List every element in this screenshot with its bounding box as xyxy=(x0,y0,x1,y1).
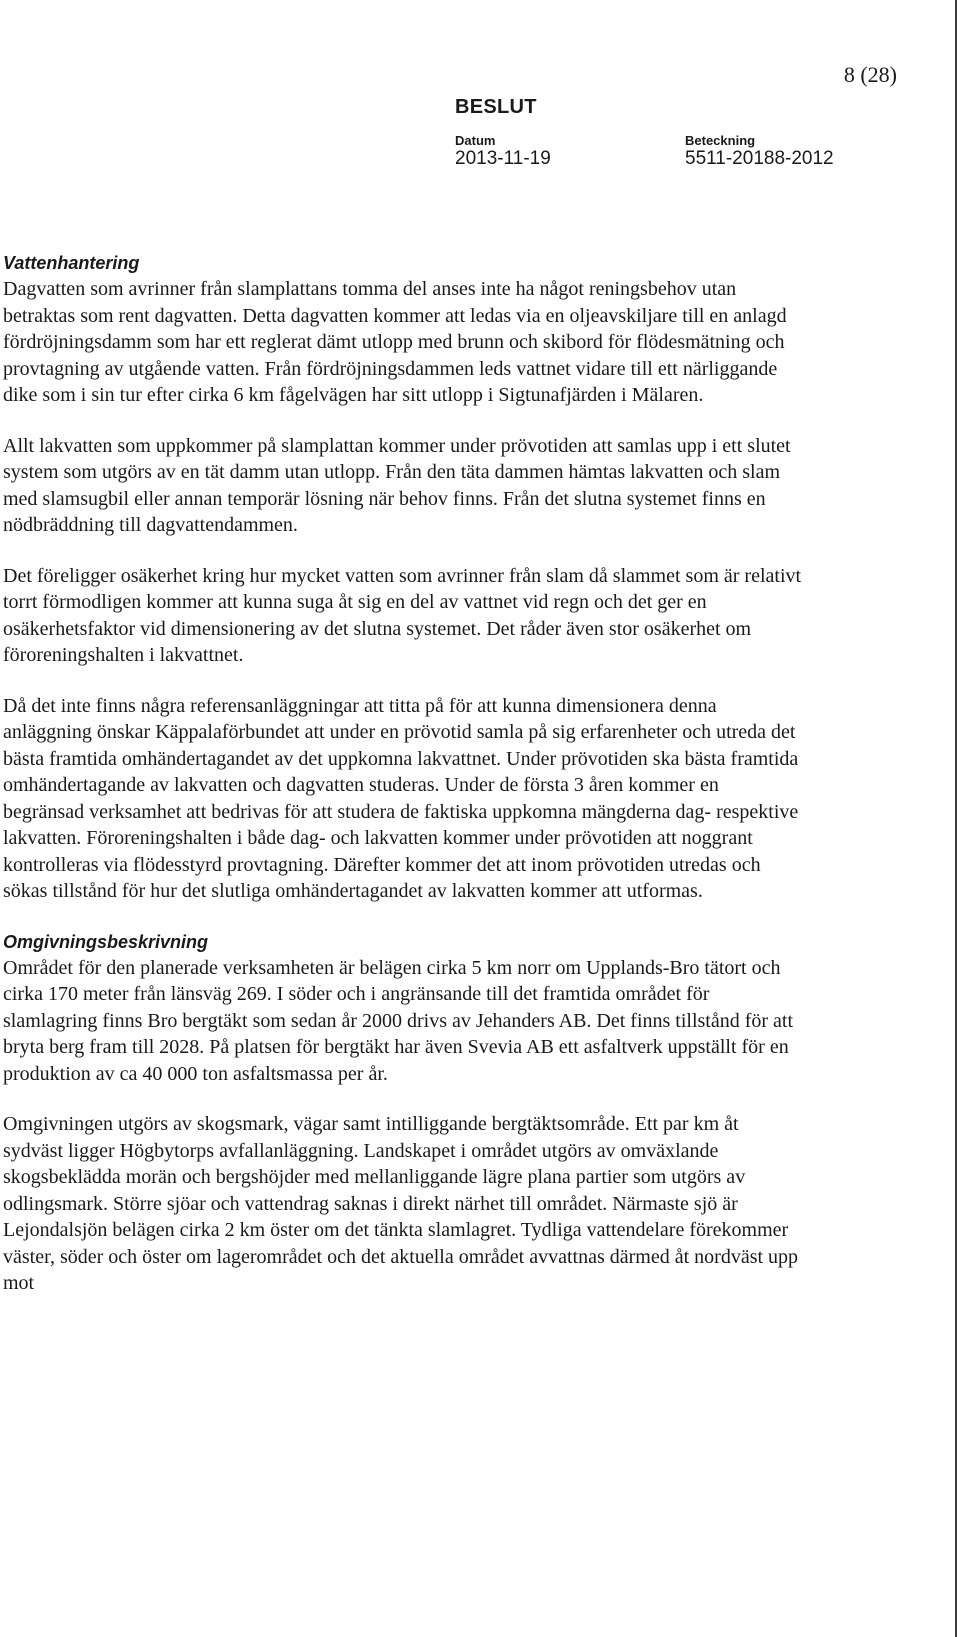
paragraph: Dagvatten som avrinner från slamplattans tomma del anses inte ha något reningsbehov utan betraktas som rent dagvatten. Detta dagvatten kommer att ledas via en oljeavskiljare till en anlagd fördröjningsdamm som har ett reglerat dämt utlopp med brunn och skibord för flödesmätning och provtagning av utgående vatten. Från fördröjningsdammen leds vattnet vidare till ett närliggande dike som i sin tur efter cirka 6 km fågelvägen har sitt utlopp i Sigtunafjärden i Mälaren. xyxy=(3,278,787,406)
page-edge-rule xyxy=(955,0,957,1637)
paragraph: Omgivningen utgörs av skogsmark, vägar samt intilliggande bergtäktsområde. Ett par km åt sydväst ligger Högbytorps avfallanläggning. Landskapet i området utgörs av omväxlande skogsbeklädda morän och bergshöjder med mellanliggande lägre plana partier som utgörs av odlingsmark. Större sjöar och vattendrag saknas i direkt närhet till området. Närmaste sjö är Lejondalsjön belägen cirka 2 km öster om det tänkta slamlagret. Tydliga vattendelare förekommer väster, söder och öster om lagerområdet och det aktuella området avvattnas därmed åt nordväst upp mot xyxy=(3,1113,799,1294)
paragraph: Området för den planerade verksamheten är belägen cirka 5 km norr om Upplands-Bro tätort och cirka 170 meter från länsväg 269. I söder och i angränsande till det framtida området för slamlagring finns Bro bergtäkt som sedan år 2000 drivs av Jehanders AB. Det finns tillstånd för att bryta berg fram till 2028. På platsen för bergtäkt har även Svevia AB ett asfaltverk uppställt för en produktion av ca 40 000 ton asfaltsmassa per år. xyxy=(3,956,794,1085)
document-body xyxy=(3,250,803,1321)
date-block xyxy=(455,133,685,170)
paragraph: Det föreligger osäkerhet kring hur mycket vatten som avrinner från slam då slammet som är relativt torrt förmodligen kommer att kunna suga åt sig en del av vattnet vid regn och det ger en osäkerhetsfaktor vid dimensionering av det slutna systemet. Det råder även stor osäkerhet om föroreningshalten i lakvattnet. xyxy=(3,564,802,666)
section-heading-vattenhantering: Vattenhantering xyxy=(3,253,140,273)
paragraph: Då det inte finns några referensanläggningar att titta på för att kunna dimensionera denna anläggning önskar Käppalaförbundet att under en prövotid samla på sig erfarenheter och utreda det bästa framtida omhändertagandet av det uppkomna lakvattnet. Under prövotiden ska bästa framtida omhändertagande av lakvatten och dagvatten studeras. Under de första 3 åren kommer en begränsad verksamhet att bedrivas för att studera de faktiska uppkomna mängderna dag- respektive lakvatten. Föroreningshalten i både dag- och lakvatten kommer under prövotiden att noggrant kontrolleras via flödesstyrd provtagning. Därefter kommer det att inom prövotiden utredas och sökas tillstånd för hur det slutliga omhändertagandet av lakvatten kommer att utformas. xyxy=(3,694,799,902)
document-type: BESLUT xyxy=(455,96,537,118)
reference-value: 5511-20188-2012 xyxy=(685,148,834,169)
header-meta xyxy=(455,133,945,170)
date-label: Datum xyxy=(455,133,496,148)
reference-label: Beteckning xyxy=(685,133,756,148)
reference-block xyxy=(685,133,945,170)
document-header xyxy=(455,96,945,170)
section-heading-omgivningsbeskrivning: Omgivningsbeskrivning xyxy=(3,931,209,952)
page-number: 8 (28) xyxy=(843,62,897,87)
date-value: 2013-11-19 xyxy=(455,148,551,169)
paragraph: Allt lakvatten som uppkommer på slamplattan kommer under prövotiden att samlas upp i ett slutet system som utgörs av en tät damm utan utlopp. Från den täta dammen hämtas lakvatten och slam med slamsugbil eller annan temporär lösning när behov finns. Från det slutna systemet finns en nödbräddning till dagvattendammen. xyxy=(3,434,791,536)
